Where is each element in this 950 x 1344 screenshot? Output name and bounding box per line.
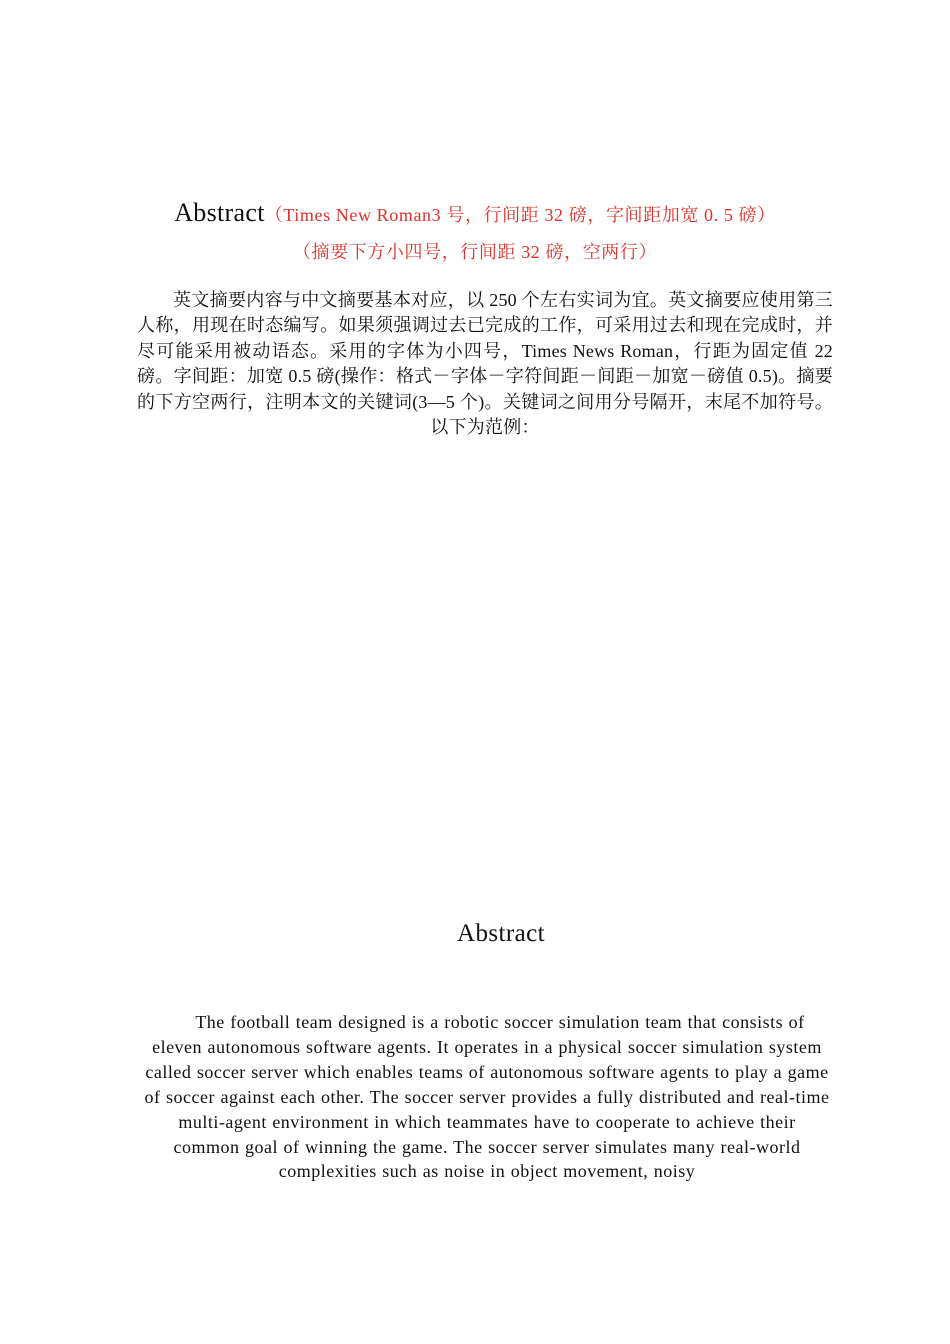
spacing-note-line bbox=[0, 238, 950, 264]
example-abstract-body: The football team designed is a robotic soccer simulation team that consists of eleven autonomous software agents. It operates in a physical soccer simulation system called soccer server which enables teams of autonomous software agents to play a game of soccer against each other. The soccer server provides a fully distributed and real-time multi-agent environment in which teammates have to cooperate to achieve their common goal of winning the game. The soccer server simulates many real-world complexities such as noise in object movement, noisy bbox=[144, 1012, 830, 1182]
abstract-instructions: 英文摘要内容与中文摘要基本对应，以 250 个左右实词为宜。英文摘要应使用第三人称，用现在时态编写。如果须强调过去已完成的工作，可采用过去和现在完成时，并尽可能采用被动语态。采用的字体为小四号，Times News Roman，行距为固定值 22 磅。字间距：加宽 0.5 磅(操作：格式－字体－字符间距－间距－加宽－磅值 0.5)。摘要的下方空两行，注明本文的关键词(3—5 个)。关键词之间用分号隔开，末尾不加符号。以下为范例： bbox=[137, 290, 833, 438]
abstract-heading-word: Abstract bbox=[174, 198, 265, 227]
abstract-heading bbox=[0, 198, 950, 228]
format-note: （Times New Roman3 号，行间距 32 磅，字间距加宽 0. 5 磅） bbox=[264, 205, 776, 225]
example-abstract-title: Abstract bbox=[457, 920, 545, 947]
spacing-note: （摘要下方小四号，行间距 32 磅，空两行） bbox=[292, 242, 658, 262]
